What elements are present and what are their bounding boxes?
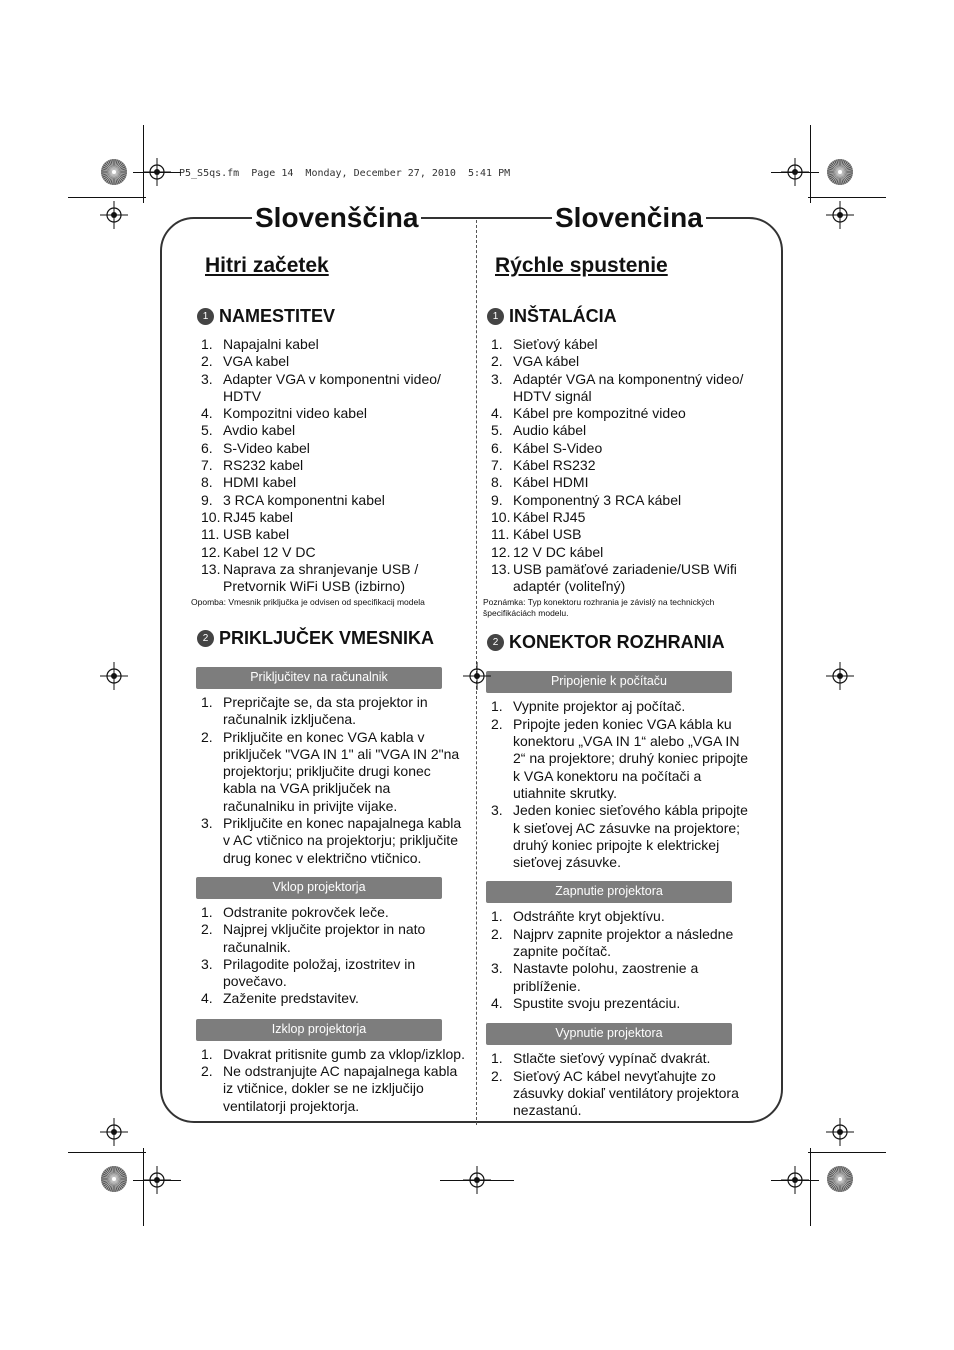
item-text: Kábel HDMI	[513, 474, 589, 491]
item-text: Kábel RJ45	[513, 508, 586, 525]
list-item	[193, 561, 473, 578]
item-text: S-Video kabel	[223, 439, 310, 456]
registration-target-icon	[100, 662, 128, 690]
list-item	[193, 1080, 473, 1097]
print-header: P5_S5qs.fm Page 14 Monday, December 27, 2010 5:41 PM	[179, 168, 511, 179]
registration-starburst-icon	[100, 1165, 128, 1193]
list-item	[483, 698, 763, 715]
item-number: 6.	[491, 439, 503, 456]
item-number	[193, 763, 223, 780]
list-item	[193, 956, 473, 973]
item-number: 10.	[201, 508, 221, 525]
item-number: 1.	[491, 1050, 503, 1067]
list-item	[483, 457, 763, 474]
item-number	[193, 939, 223, 956]
list-item	[193, 780, 473, 797]
item-number: 1.	[201, 903, 213, 920]
list-item	[483, 1050, 763, 1067]
item-number: 3.	[491, 802, 503, 819]
list-item	[483, 908, 763, 925]
item-text: Najprv zapnite projektor a následne	[513, 925, 734, 942]
crop-line	[133, 172, 181, 173]
list-item	[193, 578, 473, 595]
item-number	[193, 832, 223, 849]
item-number: 9.	[201, 491, 213, 508]
item-text: Odstranite pokrovček leče.	[223, 903, 389, 920]
list-item	[193, 904, 473, 921]
item-number: 13.	[201, 560, 221, 577]
item-number: 3.	[201, 955, 213, 972]
item-text: RS232 kabel	[223, 457, 304, 474]
list-item	[483, 578, 763, 595]
item-number: 2.	[201, 353, 213, 370]
item-text: drug konec v električno vtičnico.	[223, 849, 422, 866]
item-text: Kábel S-Video	[513, 439, 603, 456]
item-text: VGA kábel	[513, 353, 580, 370]
registration-target-icon	[826, 201, 854, 229]
list-item	[483, 785, 763, 802]
item-text: Priključite en konec napajalnega kabla	[223, 815, 462, 832]
item-text: adaptér (voliteľný)	[513, 578, 626, 595]
item-text: Pripojte jeden koniec VGA kábla ku	[513, 715, 732, 732]
item-text: Nastavte polohu, zaostrenie a	[513, 960, 699, 977]
item-text: ventilatorji projektorja.	[223, 1097, 360, 1114]
list-item	[193, 832, 473, 849]
list-item	[193, 457, 473, 474]
crop-line	[133, 1180, 181, 1181]
item-text: priključek "VGA IN 1" ali "VGA IN 2"na	[223, 745, 460, 762]
item-number: 3.	[491, 370, 503, 387]
left-subtitle: Hitri začetek	[205, 254, 329, 277]
item-number: 1.	[491, 336, 503, 352]
registration-target-icon	[100, 201, 128, 229]
item-number: 4.	[201, 990, 213, 1007]
list-item	[483, 1068, 763, 1085]
list-item	[193, 990, 473, 1007]
list-item	[483, 820, 763, 837]
item-text: Adapter VGA v komponentni video/	[223, 370, 441, 387]
list-item	[483, 750, 763, 767]
registration-starburst-icon	[100, 158, 128, 186]
item-number: 8.	[201, 474, 213, 491]
list-item	[483, 509, 763, 526]
item-number	[193, 1098, 223, 1115]
list-item	[193, 544, 473, 561]
list-item	[483, 926, 763, 943]
list-item	[483, 353, 763, 370]
item-number: 12.	[201, 543, 221, 560]
item-number: 11.	[201, 526, 220, 543]
item-number: 4.	[491, 405, 503, 422]
list-item	[483, 336, 763, 353]
right-subtitle: Rýchle spustenie	[495, 254, 668, 277]
item-text: Kompozitni video kabel	[223, 405, 367, 422]
item-text: Odstráňte kryt objektívu.	[513, 908, 665, 925]
list-item	[483, 716, 763, 733]
right-note	[483, 597, 763, 618]
list-item	[193, 1046, 473, 1063]
item-text: projektorju; priključite drugi konec	[223, 763, 431, 780]
item-number: 7.	[201, 457, 213, 474]
item-number: 1.	[201, 1045, 213, 1062]
item-number	[193, 780, 223, 797]
item-text: Ne odstranjujte AC napajalnega kabla	[223, 1063, 458, 1079]
item-number	[193, 388, 223, 405]
item-number	[193, 1080, 223, 1097]
registration-target-icon	[100, 1118, 128, 1146]
right-group-bar-power-on: Zapnutie projektora	[486, 881, 732, 903]
list-item	[193, 526, 473, 543]
item-text: Spustite svoju prezentáciu.	[513, 994, 681, 1011]
section-number-badge: 1	[197, 308, 214, 325]
item-text: 2“ na projektore; druhý koniec pripojte	[513, 750, 749, 767]
item-text: k sieťovej AC zásuvke na projektore;	[513, 819, 741, 836]
list-item	[193, 798, 473, 815]
left-installation-list	[193, 336, 473, 595]
item-number	[193, 711, 223, 728]
registration-target-icon	[463, 662, 491, 690]
section-number-badge: 2	[487, 634, 504, 651]
list-item	[193, 440, 473, 457]
crop-line	[143, 125, 144, 203]
crop-line	[808, 197, 886, 198]
list-item	[483, 561, 763, 578]
crop-line	[810, 1148, 811, 1226]
list-item	[483, 440, 763, 457]
list-item	[193, 850, 473, 867]
registration-starburst-icon	[826, 158, 854, 186]
item-text: Kábel RS232	[513, 457, 596, 474]
item-number	[483, 768, 513, 785]
item-number: 1.	[491, 908, 503, 925]
list-item	[483, 422, 763, 439]
item-number: 2.	[201, 728, 213, 745]
list-item	[193, 405, 473, 422]
item-text: zapnite počítač.	[513, 943, 612, 960]
left-column	[193, 250, 473, 1115]
list-item	[483, 802, 763, 819]
item-text: računalnik izključena.	[223, 711, 357, 728]
item-number: 4.	[491, 994, 503, 1011]
right-group-bar-power-off: Vypnutie projektora	[486, 1023, 732, 1045]
item-number: 7.	[491, 457, 503, 474]
item-number: 3.	[201, 370, 213, 387]
item-text: HDTV	[223, 387, 262, 404]
left-section-2-heading	[197, 628, 473, 649]
list-item	[193, 336, 473, 353]
left-group-bar-connect: Priključitev na računalnik	[196, 667, 442, 689]
item-number: 5.	[491, 422, 503, 439]
item-number: 4.	[201, 405, 213, 422]
item-number	[483, 578, 513, 595]
left-power-on-steps	[193, 904, 473, 1008]
list-item	[483, 405, 763, 422]
item-number	[193, 578, 223, 595]
item-text: Priključite en konec VGA kabla v	[223, 728, 425, 745]
item-text: računalniku in privijte vijake.	[223, 797, 398, 814]
left-note: Opomba: Vmesnik priključka je odvisen od specifikacij modela	[191, 597, 425, 608]
item-text: Vypnite projektor aj počítač.	[513, 698, 686, 715]
item-number: 2.	[491, 1067, 503, 1084]
item-number	[483, 785, 513, 802]
item-text: druhý koniec pripojte k elektrickej	[513, 836, 720, 853]
item-number: 13.	[491, 560, 511, 577]
list-item	[483, 960, 763, 977]
item-number: 2.	[491, 353, 503, 370]
section-title: NAMESTITEV	[219, 306, 336, 326]
item-number	[483, 388, 513, 405]
item-number	[483, 854, 513, 871]
item-text: nezastanú.	[513, 1102, 582, 1119]
item-text: Stlačte sieťový vypínač dvakrát.	[513, 1050, 711, 1067]
item-text: k VGA konektoru na počítači a	[513, 767, 702, 784]
item-text: Adaptér VGA na komponentný video/	[513, 370, 744, 387]
list-item	[193, 921, 473, 938]
right-note-line-1: Poznámka: Typ konektoru rozhrania je závislý na technických	[483, 597, 715, 608]
right-section-1-heading	[487, 306, 763, 327]
item-text: HDMI kabel	[223, 474, 297, 491]
list-item	[193, 815, 473, 832]
crop-line	[68, 197, 146, 198]
item-number: 2.	[201, 921, 213, 938]
item-text: Napajalni kabel	[223, 336, 319, 352]
list-item	[483, 526, 763, 543]
list-item	[483, 474, 763, 491]
section-number-badge: 2	[197, 630, 214, 647]
list-item	[483, 854, 763, 871]
list-item	[483, 733, 763, 750]
list-item	[193, 694, 473, 711]
item-text: Naprava za shranjevanje USB /	[223, 560, 419, 577]
item-text: Komponentný 3 RCA kábel	[513, 491, 682, 508]
item-text: USB pamäťové zariadenie/USB Wifi	[513, 560, 737, 577]
item-text: zásuvky dokiaľ ventilátory projektora	[513, 1084, 739, 1101]
item-text: računalnik.	[223, 938, 291, 955]
right-language-title: Slovenčina	[552, 198, 706, 238]
registration-target-icon	[826, 662, 854, 690]
item-text: Sieťový AC kábel nevyťahujte zo	[513, 1067, 716, 1084]
item-number: 2.	[491, 715, 503, 732]
crop-line	[771, 1180, 819, 1181]
list-item	[483, 837, 763, 854]
section-title: PRIKLJUČEK VMESNIKA	[219, 627, 435, 648]
right-power-on-steps	[483, 908, 763, 1012]
crop-line	[440, 1180, 514, 1181]
item-number: 11.	[491, 526, 510, 543]
right-group-bar-connect: Pripojenie k počítaču	[486, 671, 732, 693]
item-text: Avdio kabel	[223, 422, 296, 439]
item-number: 2.	[201, 1063, 213, 1079]
item-number: 3.	[491, 960, 503, 977]
item-text: Pretvornik WiFi USB (izbirno)	[223, 578, 406, 595]
item-text: Najprej vključite projektor in nato	[223, 921, 426, 938]
item-text: 3 RCA komponentni kabel	[223, 491, 385, 508]
left-group-bar-power-off: Izklop projektorja	[196, 1019, 442, 1041]
item-text: iz vtičnice, dokler se ne izključijo	[223, 1080, 424, 1097]
item-number	[483, 733, 513, 750]
list-item	[193, 746, 473, 763]
right-note-line-2: špecifikáciách modelu.	[483, 607, 569, 618]
item-number: 8.	[491, 474, 503, 491]
crop-line	[143, 1148, 144, 1226]
list-item	[193, 711, 473, 728]
item-text: Kabel 12 V DC	[223, 543, 316, 560]
item-text: Kábel pre kompozitné video	[513, 405, 686, 422]
item-number	[193, 850, 223, 867]
registration-starburst-icon	[826, 1165, 854, 1193]
item-text: v AC vtičnico na projektorju; priključite	[223, 832, 458, 849]
list-item	[193, 388, 473, 405]
left-power-off-steps	[193, 1046, 473, 1115]
item-text: sieťovej zásuvke.	[513, 854, 621, 871]
left-section-1-heading	[197, 306, 473, 327]
item-text: Jeden koniec sieťového kábla pripojte	[513, 802, 748, 819]
list-item	[193, 939, 473, 956]
item-number	[483, 943, 513, 960]
list-item	[483, 544, 763, 561]
item-text: Prepričajte se, da sta projektor in	[223, 693, 428, 710]
list-item	[193, 763, 473, 780]
list-item	[483, 1085, 763, 1102]
section-title: KONEKTOR ROZHRANIA	[509, 632, 725, 653]
item-text: Sieťový kábel	[513, 336, 598, 352]
list-item	[483, 943, 763, 960]
list-item	[483, 492, 763, 509]
item-number	[483, 1085, 513, 1102]
item-text: 12 V DC kábel	[513, 543, 604, 560]
crop-line	[808, 1152, 886, 1153]
section-title: INŠTALÁCIA	[509, 306, 617, 326]
list-item	[193, 729, 473, 746]
list-item	[193, 371, 473, 388]
list-item	[193, 973, 473, 990]
item-number: 1.	[201, 336, 213, 352]
item-number: 1.	[201, 693, 213, 710]
item-text: konektoru „VGA IN 1“ alebo „VGA IN	[513, 733, 740, 750]
item-number	[483, 750, 513, 767]
right-installation-list	[483, 336, 763, 595]
crop-line	[810, 125, 811, 203]
item-number: 1.	[491, 698, 503, 715]
list-item	[483, 995, 763, 1012]
crop-line	[68, 1152, 146, 1153]
item-number: 10.	[491, 508, 511, 525]
list-item	[193, 492, 473, 509]
right-power-off-steps	[483, 1050, 763, 1119]
item-text: Kábel USB	[513, 526, 582, 543]
item-text: utiahnite skrutky.	[513, 784, 618, 801]
list-item	[193, 474, 473, 491]
list-item	[193, 1098, 473, 1115]
item-text: RJ45 kabel	[223, 508, 294, 525]
item-number	[483, 820, 513, 837]
item-text: povečavo.	[223, 973, 287, 990]
right-connect-steps	[483, 698, 763, 871]
item-text: kabla na VGA priključek na	[223, 780, 391, 797]
list-item	[193, 509, 473, 526]
item-number: 3.	[201, 815, 213, 832]
right-section-2-heading	[487, 632, 763, 653]
item-number	[193, 973, 223, 990]
item-number: 2.	[491, 925, 503, 942]
list-item	[483, 388, 763, 405]
crop-line	[771, 172, 819, 173]
item-number	[193, 746, 223, 763]
list-item	[193, 1063, 473, 1080]
list-item	[193, 422, 473, 439]
item-number: 9.	[491, 491, 503, 508]
item-number	[483, 978, 513, 995]
list-item	[483, 768, 763, 785]
registration-target-icon	[826, 1118, 854, 1146]
item-number: 12.	[491, 543, 511, 560]
right-column	[483, 250, 763, 1119]
item-number	[483, 837, 513, 854]
list-item	[193, 353, 473, 370]
item-text: Audio kábel	[513, 422, 587, 439]
left-language-title: Slovenščina	[252, 198, 421, 238]
item-text: Dvakrat pritisnite gumb za vklop/izklop.	[223, 1045, 465, 1062]
left-group-bar-power-on: Vklop projektorja	[196, 877, 442, 899]
item-text: Zaženite predstavitev.	[223, 990, 359, 1007]
item-text: HDTV signál	[513, 387, 592, 404]
item-number	[193, 798, 223, 815]
item-number: 5.	[201, 422, 213, 439]
section-number-badge: 1	[487, 308, 504, 325]
item-text: VGA kabel	[223, 353, 290, 370]
list-item	[483, 1102, 763, 1119]
list-item	[483, 978, 763, 995]
item-number: 6.	[201, 439, 213, 456]
list-item	[483, 371, 763, 388]
item-number	[483, 1102, 513, 1119]
item-text: priblíženie.	[513, 977, 581, 994]
left-connect-steps	[193, 694, 473, 867]
item-text: Prilagodite položaj, izostritev in	[223, 955, 416, 972]
item-text: USB kabel	[223, 526, 290, 543]
